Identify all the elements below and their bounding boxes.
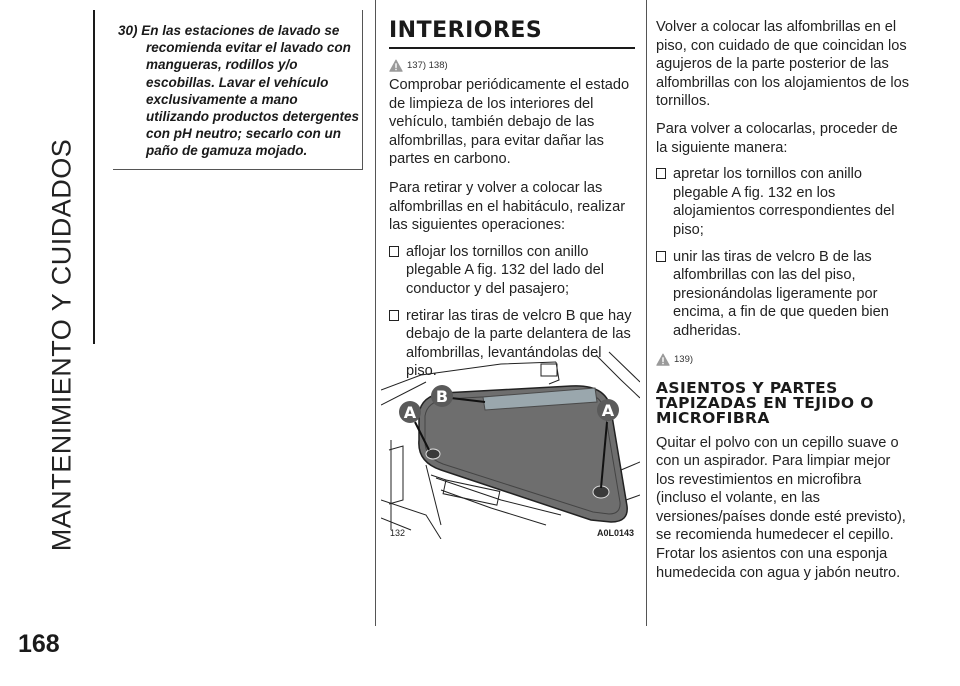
- chapter-label-text: MANTENIMIENTO Y CUIDADOS: [46, 138, 77, 552]
- figure-code: A0L0143: [596, 528, 634, 538]
- floor-mat-illustration: [381, 350, 640, 539]
- interiores-steps-intro: Para retirar y volver a colocar las alfombrillas en el habitáculo, realizar las siguientes operaciones:: [389, 179, 626, 234]
- figure-132: [381, 350, 640, 539]
- reinstall-intro: Para volver a colocarlas, proceder de la siguiente manera:: [656, 120, 898, 156]
- checkbox-bullet-icon: [389, 246, 399, 257]
- screw-left: [426, 449, 440, 459]
- section-title-asientos: ASIENTOS Y PARTES TAPIZADAS EN TEJIDO O MICROFIBRA: [656, 378, 874, 427]
- note-body: En las estaciones de lavado se recomienda evitar el lavado con mangueras, rodillos y/o escobillas. Lavar el vehículo exclusivamente a mano utilizando productos detergentes con pH neutro; secarlo con un paño de gamuza mojado.: [141, 23, 360, 159]
- warning-ref-139: [656, 353, 912, 367]
- step-text: retirar las tiras de velcro B que hay debajo de la parte delantera de las alfombrillas, levantándolas del piso.: [406, 307, 632, 380]
- label-a-left-text: A: [403, 403, 417, 422]
- checkbox-bullet-icon: [656, 251, 666, 262]
- right-column: [656, 18, 912, 582]
- column-divider-left: [375, 0, 376, 626]
- warning-ref-text: 137) 138): [407, 59, 448, 71]
- checkbox-bullet-icon: [389, 310, 399, 321]
- label-b-text: B: [435, 387, 449, 406]
- warning-triangle-icon: [389, 59, 403, 72]
- seats-text: Quitar el polvo con un cepillo suave o con un aspirador. Para limpiar mejor los revestimientos en microfibra (incluso el volante, en las versiones/países donde esté previsto), se recomienda humedecer el cepillo. Frotar los asientos con una esponja humedecida con agua y jabón neutro.: [656, 434, 906, 581]
- note-30: [118, 22, 363, 160]
- list-item: [389, 243, 635, 299]
- interiores-section: [389, 18, 635, 381]
- step-text: unir las tiras de velcro B de las alfombrillas con las del piso, presionándolas ligeramente por encima, a fin de que queden bien adheridas.: [673, 248, 889, 339]
- reinstall-text: Volver a colocar las alfombrillas en el piso, con cuidado de que coincidan los agujeros de la parte posterior de las alfombrillas con los alojamientos de los tornillos.: [656, 19, 910, 110]
- warning-triangle-icon: [656, 353, 670, 366]
- label-a-right-text: A: [601, 401, 615, 420]
- checkbox-bullet-icon: [656, 168, 666, 179]
- step-text: apretar los tornillos con anillo plegable A fig. 132 en los alojamientos correspondientes del piso;: [673, 166, 895, 238]
- list-item: [656, 165, 912, 239]
- figure-number: 132: [390, 528, 406, 538]
- page-number: 168: [18, 630, 60, 658]
- column-divider-right: [646, 0, 647, 626]
- warning-ref-text: 139): [674, 354, 694, 365]
- section-title-interiores: INTERIORES: [389, 18, 635, 49]
- step-text: aflojar los tornillos con anillo plegable A fig. 132 del lado del conductor y del pasajero;: [406, 243, 604, 297]
- list-item: [656, 248, 912, 341]
- chapter-rule: [93, 10, 95, 344]
- interiores-intro: Comprobar periódicamente el estado de limpieza de los interiores del vehículo, también debajo de las alfombrillas, para evitar dañar las partes en carbono.: [389, 77, 630, 168]
- warning-refs: [389, 58, 635, 72]
- note-number: 30): [118, 23, 138, 38]
